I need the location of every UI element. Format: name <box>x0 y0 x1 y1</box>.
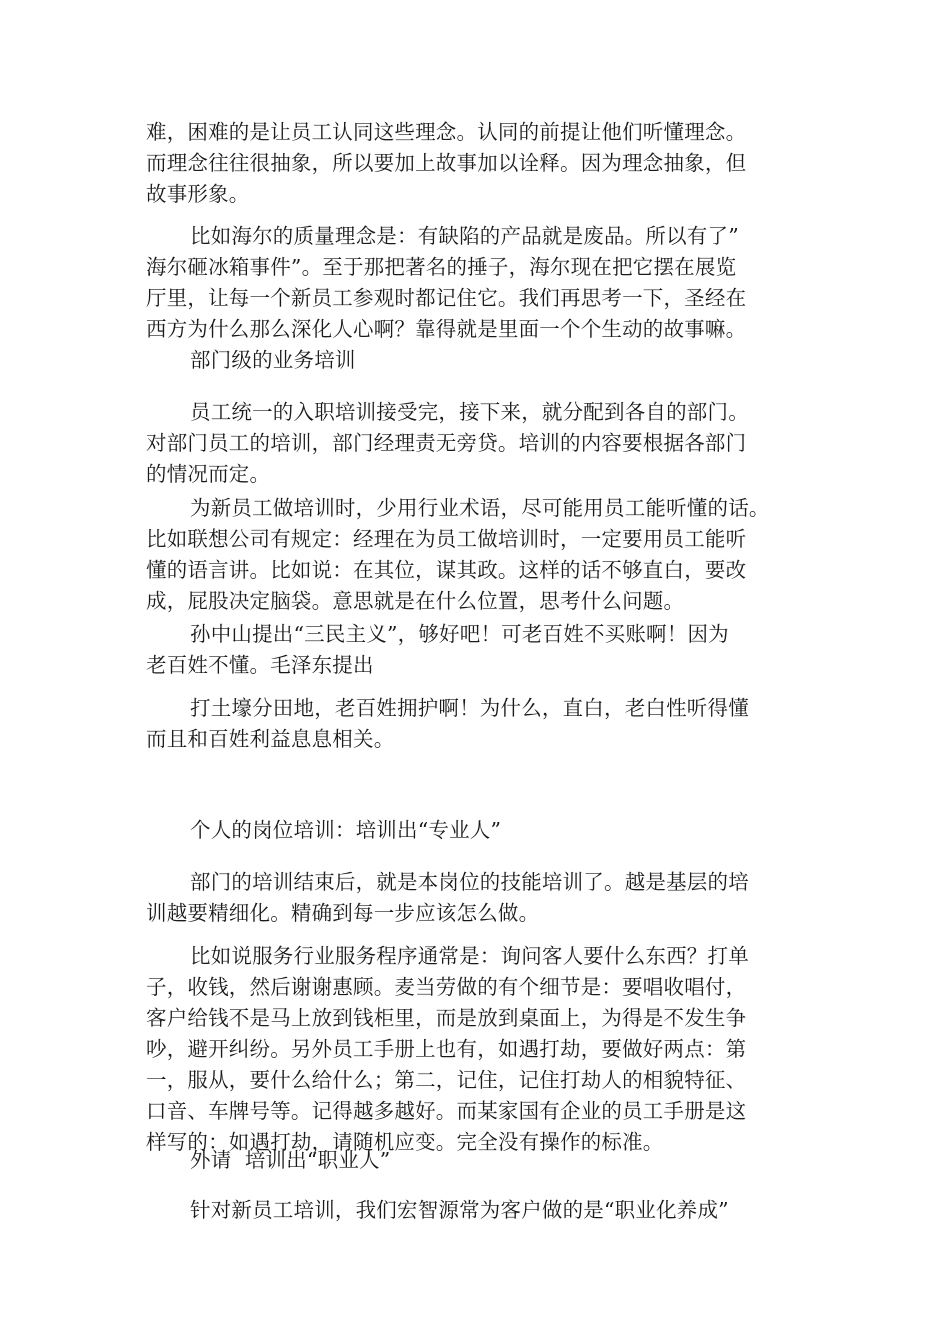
text-line: 故事形象。 <box>146 182 250 206</box>
text-line: 厅里，让每一个新员工参观时都记住它。我们再思考一下，圣经在 <box>146 286 747 310</box>
paragraph-position-training <box>146 867 806 929</box>
text-line: 西方为什么那么深化人心啊？靠得就是里面一个个生动的故事嘛。 <box>146 317 747 341</box>
text-line: 针对新员工培训，我们宏智源常为客户做的是“职业化养成” <box>190 1198 729 1222</box>
text-line: 样写的：如遇打劫，请随机应变。完全没有操作的标准。 <box>146 1130 664 1154</box>
paragraph-land-reform <box>146 693 806 755</box>
paragraph-concept-story <box>146 117 806 210</box>
text-line: 部门的培训结束后，就是本岗位的技能培训了。越是基层的培 <box>190 870 749 894</box>
text-line: 难，困难的是让员工认同这些理念。认同的前提让他们听懂理念。 <box>146 120 747 144</box>
text-line: 老百姓不懂。毛泽东提出 <box>146 653 374 677</box>
text-line: 孙中山提出“三民主义”，够好吧！可老百姓不买账啊！因为 <box>190 622 729 646</box>
text-line: 打土壕分田地，老百姓拥护啊！为什么，直白，老白性听得懂 <box>190 696 749 720</box>
paragraph-professionalization <box>146 1195 806 1226</box>
paragraph-department-training <box>146 397 806 490</box>
text-line: 的情况而定。 <box>146 462 271 486</box>
text-line: 口音、车牌号等。记得越多越好。而某家国有企业的员工手册是这 <box>146 1099 747 1123</box>
text-line: 为新员工做培训时，少用行业术语，尽可能用员工能听懂的话。 <box>190 496 770 520</box>
text-line: 海尔砸冰箱事件”。至于那把著名的捶子，海尔现在把它摆在展览 <box>146 255 737 279</box>
section-heading-department-training <box>146 345 806 376</box>
text-line: 而理念往往很抽象，所以要加上故事加以诠释。因为理念抽象，但 <box>146 151 747 175</box>
text-line: 懂的语言讲。比如说：在其位，谋其政。这样的话不够直白，要改 <box>146 558 747 582</box>
text-line: 吵，避开纠纷。另外员工手册上也有，如遇打劫，要做好两点：第 <box>146 1037 747 1061</box>
section-heading-external-training <box>146 1145 806 1176</box>
text-line: 一，服从，要什么给什么；第二，记住，记住打劫人的相貌特征、 <box>146 1068 747 1092</box>
text-line: 比如联想公司有规定：经理在为员工做培训时，一定要用员工能听 <box>146 527 747 551</box>
text-line: 比如海尔的质量理念是：有缺陷的产品就是废品。所以有了” <box>190 224 739 248</box>
paragraph-plain-language <box>146 493 806 617</box>
text-line: 训越要精细化。精确到每一步应该怎么做。 <box>146 901 540 925</box>
paragraph-sun-yatsen <box>146 619 806 681</box>
text-line: 员工统一的入职培训接受完，接下来，就分配到各自的部门。 <box>190 400 749 424</box>
text-line: 而且和百姓利益息息相关。 <box>146 727 395 751</box>
text-line: 客户给钱不是马上放到钱柜里，而是放到桌面上，为得是不发生争 <box>146 1006 747 1030</box>
text-line: 对部门员工的培训，部门经理责无旁贷。培训的内容要根据各部门 <box>146 431 747 455</box>
text-line: 子，收钱，然后谢谢惠顾。麦当劳做的有个细节是：要唱收唱付， <box>146 975 747 999</box>
text-line: 成，屁股决定脑袋。意思就是在什么位置，思考什么问题。 <box>146 589 685 613</box>
text-line: 外请 培训出“职业人” <box>190 1148 391 1172</box>
section-heading-position-training <box>146 815 806 846</box>
text-line: 比如说服务行业服务程序通常是：询问客人要什么东西？打单 <box>190 944 749 968</box>
paragraph-service-example <box>146 941 806 1158</box>
text-line: 个人的岗位培训：培训出“专业人” <box>190 818 502 842</box>
paragraph-haier-example <box>146 221 806 345</box>
text-line: 部门级的业务培训 <box>190 348 356 372</box>
